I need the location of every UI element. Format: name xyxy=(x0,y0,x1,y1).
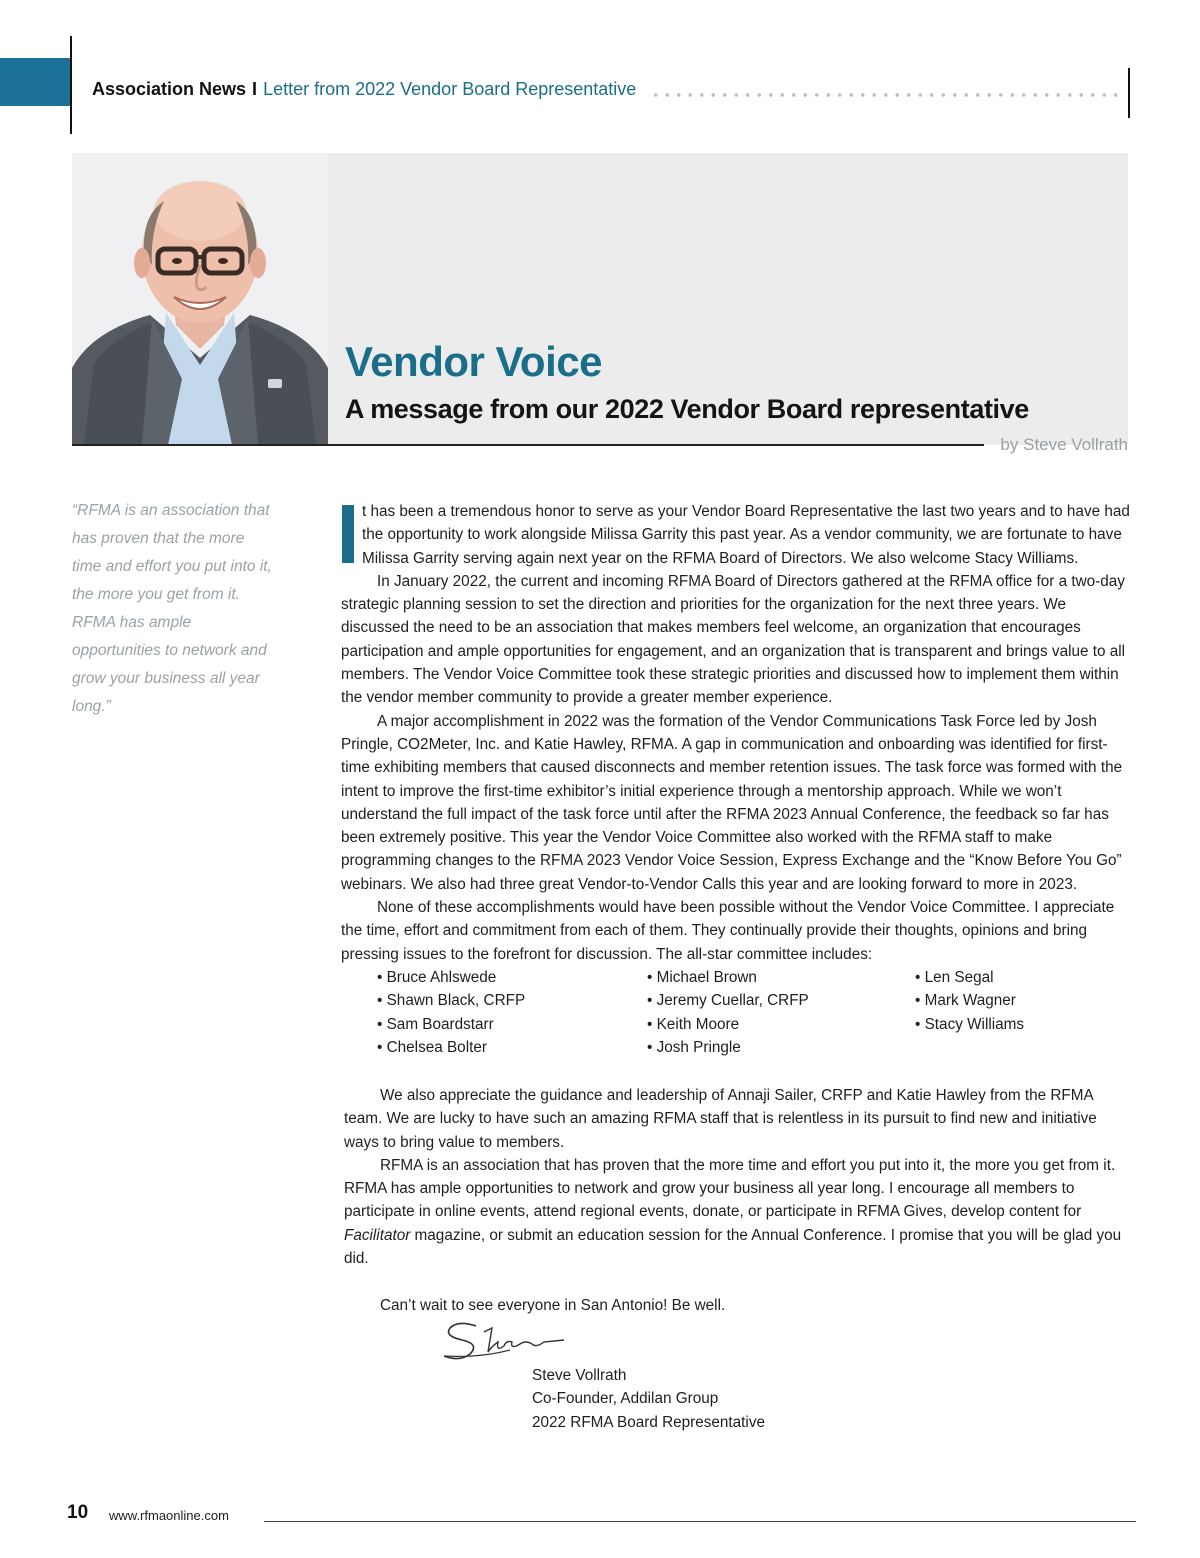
committee-member: • Stacy Williams xyxy=(915,1015,1025,1033)
committee-member: • Michael Brown xyxy=(647,968,757,986)
handwritten-signature xyxy=(440,1318,570,1368)
committee-member: • Sam Boardstarr xyxy=(377,1015,494,1033)
committee-member: • Bruce Ahlswede xyxy=(377,968,497,986)
article-title: Vendor Voice xyxy=(345,338,602,385)
banner-underline xyxy=(72,444,984,446)
section-header xyxy=(92,76,636,102)
article-byline: by Steve Vollrath xyxy=(1000,435,1128,454)
committee-member: • Josh Pringle xyxy=(647,1038,741,1056)
signer-title: Co-Founder, Addilan Group xyxy=(532,1390,719,1408)
paragraph-6-text-end: magazine, or submit an education session for the Annual Conference. I promise that you will be glad you did. xyxy=(344,1226,1122,1268)
pull-quote: “RFMA is an association that has proven that the more time and effort you put into it, the more you get from it. RFMA has ample opportunities to network and grow your business all year long.” xyxy=(72,502,272,715)
signature-block xyxy=(532,1364,765,1434)
paragraph-4: None of these accomplishments would have been possible without the Vendor Voice Committee. I appreciate the time, effort and commitment from each of them. They continually provide their thoughts, opinions and bring pressing issues to the forefront for discussion. The all-star committee includes: xyxy=(341,899,1115,963)
committee-member: • Len Segal xyxy=(915,968,994,986)
website-link[interactable]: www.rfmaonline.com xyxy=(109,1508,229,1523)
committee-member: • Shawn Black, CRFP xyxy=(377,992,526,1010)
header-separator: I xyxy=(252,79,258,99)
committee-member: • Jeremy Cuellar, CRFP xyxy=(647,992,809,1010)
article-body-continued xyxy=(344,1084,1130,1317)
article-body xyxy=(341,500,1131,1059)
header-dotted-leader xyxy=(650,92,1120,98)
author-portrait-photo xyxy=(72,153,328,445)
paragraph-6-text: RFMA is an association that has proven that the more time and effort you put into it, the more you get from it. RFMA has ample opportunities to network and grow your business all year long. I encourage all members to participate in online events, attend regional events, donate, or participate in RFMA Gives, develop content for xyxy=(344,1156,1116,1221)
paragraph-3: A major accomplishment in 2022 was the formation of the Vendor Communications Task Force led by Josh Pringle, CO2Meter, Inc. and Katie Hawley, RFMA. A gap in communication and onboarding was identified for first-time exhibiting members that caused disconnects and member retention issues. The task force was formed with the intent to improve the first-time exhibitor’s initial experience through a mentorship approach. While we won’t understand the full impact of the task force until after the RFMA 2023 Annual Conference, the feedback so far has been extremely positive. This year the Vendor Voice Committee also worked with the RFMA staff to make programming changes to the RFMA 2023 Vendor Voice Session, Express Exchange and the “Know Before You Go” webinars. We also had three great Vendor-to-Vendor Calls this year and are looking forward to more in 2023. xyxy=(341,712,1123,893)
signer-role: 2022 RFMA Board Representative xyxy=(532,1413,765,1431)
header-rule-right xyxy=(1128,68,1130,118)
section-subtitle: Letter from 2022 Vendor Board Representative xyxy=(263,79,637,99)
paragraph-1-text: t has been a tremendous honor to serve as your Vendor Board Representative the last two years and to have had the opportunity to work alongside Milissa Garrity this past year. As a vendor community, we are fortunate to have Milissa Garrity serving again next year on the RFMA Board of Directors. We also welcome Stacy Williams. xyxy=(362,503,1130,567)
committee-list xyxy=(341,966,1131,1059)
paragraph-5: We also appreciate the guidance and leadership of Annaji Sailer, CRFP and Katie Hawley from the RFMA team. We are lucky to have such an amazing RFMA staff that is relentless in its pursuit to find new and initiative ways to bring value to members. xyxy=(344,1087,1097,1151)
paragraph-2: In January 2022, the current and incoming RFMA Board of Directors gathered at the RFMA office for a two-day strategic planning session to set the direction and priorities for the organization for the next three years. We discussed the need to be an association that makes members feel welcome, an organization that encourages participation and ample opportunities for engagement, and an organization that is transparent and brings value to all members. The Vendor Voice Committee took these strategic priorities and discussed how to implement them within the vendor member community to provide a greater member experience. xyxy=(341,572,1126,707)
committee-member xyxy=(915,1036,1135,1059)
committee-member: • Chelsea Bolter xyxy=(377,1038,487,1056)
article-subtitle: A message from our 2022 Vendor Board representative xyxy=(345,394,1029,424)
drop-cap xyxy=(342,505,354,563)
signer-name: Steve Vollrath xyxy=(532,1367,627,1384)
page-number: 10 xyxy=(67,1502,89,1523)
header-rule-left xyxy=(70,36,72,134)
paragraph-1 xyxy=(341,500,1131,570)
magazine-name: Facilitator xyxy=(344,1226,411,1244)
committee-member: • Mark Wagner xyxy=(915,992,1016,1010)
committee-member: • Keith Moore xyxy=(647,1015,740,1033)
portrait-illustration xyxy=(72,153,328,445)
header-accent-tab xyxy=(0,58,72,106)
closing-line: Can’t wait to see everyone in San Antonio! Be well. xyxy=(380,1296,726,1314)
footer-rule xyxy=(264,1521,1136,1522)
section-name: Association News xyxy=(92,79,247,99)
paragraph-6 xyxy=(344,1154,1130,1270)
